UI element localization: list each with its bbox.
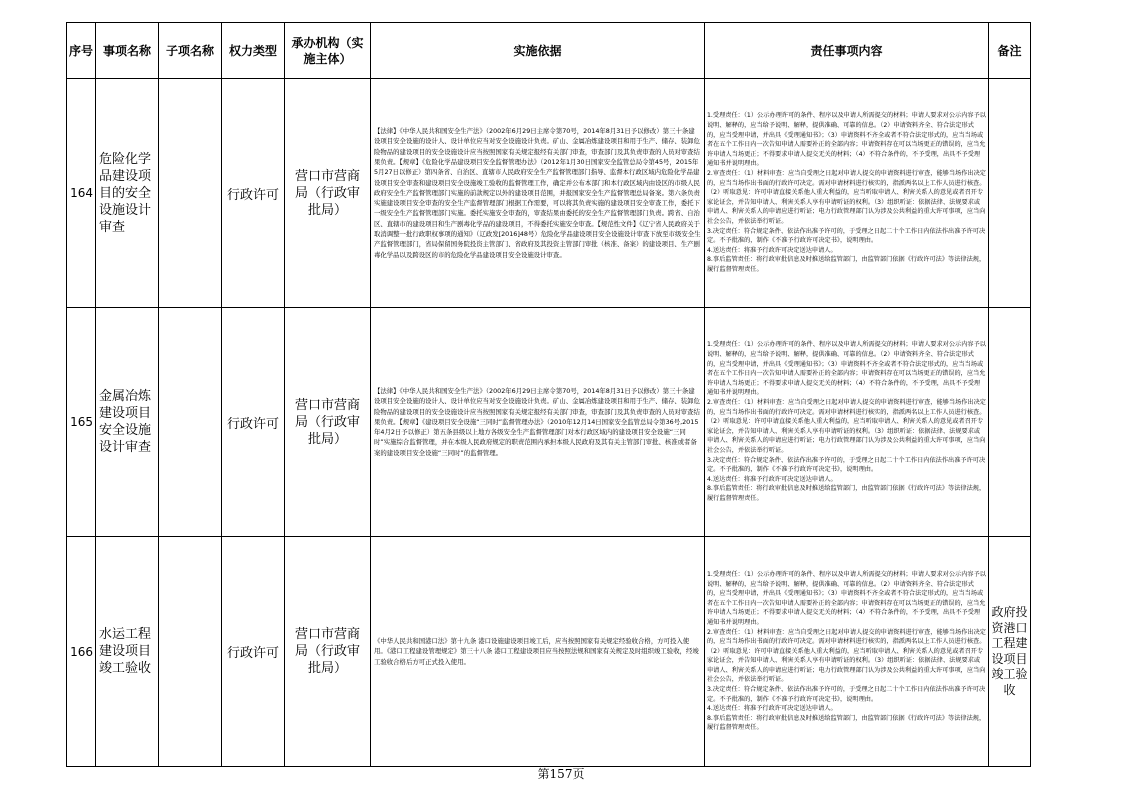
row-name: 水运工程建设项目竣工验收	[96, 537, 159, 767]
row-basis: 《中华人民共和国港口法》第十九条 港口设施建设项目竣工后，应当按照国家有关规定经验收合格，方可投入使用。《港口工程建设管理规定》第三十八条 港口工程建设项目应当按照法规和国家有关规定及时组织竣工验收，经竣工验收合格后方可正式投入使用。	[371, 537, 705, 767]
row-sub	[159, 537, 222, 767]
row-resp	[705, 79, 989, 308]
row-org: 营口市营商局（行政审批局）	[285, 308, 371, 537]
row-type: 行政许可	[222, 79, 285, 308]
resp-supervise: 8.事后监管责任：将行政审批信息及时推送给监管部门，由监管部门依据《行政许可法》等法律法规，履行监督管理责任。	[707, 485, 986, 502]
row-type: 行政许可	[222, 537, 285, 767]
row-sub	[159, 79, 222, 308]
row-note	[989, 79, 1031, 308]
table-row	[67, 537, 1031, 767]
header-type: 权力类型	[222, 23, 285, 79]
resp-supervise: 8.事后监管责任：将行政审批信息及时推送给监管部门，由监管部门依据《行政许可法》等法律法规，履行监督管理责任。	[707, 256, 986, 273]
responsibility-table	[66, 22, 1031, 767]
table-row	[67, 79, 1031, 308]
row-org: 营口市营商局（行政审批局）	[285, 79, 371, 308]
row-resp	[705, 537, 989, 767]
resp-decide: 3.决定责任：符合规定条件、依法作出准予许可的，于受理之日起二十个工作日内依法作出准予许可决定。不予批准的，制作《不准予行政许可决定书》，说明理由。	[707, 227, 986, 245]
row-no: 164	[67, 79, 96, 308]
row-type: 行政许可	[222, 308, 285, 537]
row-name: 危险化学品建设项目的安全设施设计审查	[96, 79, 159, 308]
header-resp: 责任事项内容	[705, 23, 989, 79]
table-row	[67, 308, 1031, 537]
header-basis: 实施依据	[371, 23, 705, 79]
resp-decide: 3.决定责任：符合规定条件、依法作出准予许可的，于受理之日起二十个工作日内依法作出准予许可决定。不予批准的，制作《不准予行政许可决定书》，说明理由。	[707, 686, 986, 703]
resp-deliver: 4.送达责任：将准予行政许可决定送达申请人。	[707, 705, 837, 713]
row-resp	[705, 308, 989, 537]
row-name: 金属冶炼建设项目安全设施设计审查	[96, 308, 159, 537]
resp-deliver: 4.送达责任：将准予行政许可决定送达申请人。	[707, 246, 837, 254]
row-no: 166	[67, 537, 96, 767]
resp-accept: 1.受理责任：（1）公示办理许可的条件、程序以及申请人所需提交的材料；申请人要求对公示内容予以说明、解释的，应当给予说明、解释，提供准确、可靠的信息。（2）申请资料齐全、符合法定形式的，应当受理申请，并出具《受理通知书》；（3）申请资料不齐全或者不符合法定形式的，应当当场或者在五个工作日内一次告知申请人需要补正的全部内容；申请资料存在可以当场更正的错误的，应当允许申请人当场更正；不得要求申请人提交无关的材料；（4）不符合条件的，不予受理，出具不予受理通知书并说明理由。	[707, 341, 986, 397]
resp-review: 2.审查责任：（1）材料审查：应当自受理之日起对申请人提交的申请资料进行审查，能够当场作出决定的，应当当场作出书面的行政许可决定。需对申请材料进行核实的，指派两名以上工作人员进行核查。（2）听取意见：许可申请直接关系他人重大利益的，应当听取申请人、利害关系人的意见或者召开专家论证会，并告知申请人、利害关系人享有申请听证的权利。（3）组织听证：依据法律、法规要求或申请人、利害关系人的申请应进行听证；电力行政管理部门认为涉及公共利益的重大许可事项，应当向社会公告，并依法举行听证。	[707, 399, 986, 454]
resp-supervise: 8.事后监管责任：将行政审批信息及时推送给监管部门，由监管部门依据《行政许可法》等法律法规，履行监督管理责任。	[707, 714, 986, 732]
resp-review: 2.审查责任：（1）材料审查：应当自受理之日起对申请人提交的申请资料进行审查，能够当场作出决定的，应当当场作出书面的行政许可决定。需对申请材料进行核实的，指派两名以上工作人员进行核查。（2）听取意见：许可申请直接关系他人重大利益的，应当听取申请人、利害关系人的意见或者召开专家论证会，并告知申请人、利害关系人享有申请听证的权利。（3）组织听证：依据法律、法规要求或申请人、利害关系人的申请应进行听证；电力行政管理部门认为涉及公共利益的重大许可事项，应当向社会公告，并依法举行听证。	[707, 170, 986, 225]
page-number: 第157页	[537, 767, 585, 781]
resp-accept: 1.受理责任：（1）公示办理许可的条件、程序以及申请人所需提交的材料；申请人要求对公示内容予以说明、解释的，应当给予说明、解释，提供准确、可靠的信息。（2）申请资料齐全、符合法定形式的，应当受理申请，并出具《受理通知书》；（3）申请资料不齐全或者不符合法定形式的，应当当场或者在五个工作日内一次告知申请人需要补正的全部内容；申请资料存在可以当场更正的错误的，应当允许申请人当场更正；不得要求申请人提交无关的材料；（4）不符合条件的，不予受理，出具不予受理通知书并说明理由。	[707, 570, 986, 626]
row-note	[989, 308, 1031, 537]
header-no: 序号	[67, 23, 96, 79]
row-basis: 【法律】《中华人民共和国安全生产法》（2002年6月29日主席令第70号，2014年8月31日予以修改）第三十条建设项目安全设施的设计人、设计单位应当对安全设施设计负责。矿山、金属冶炼建设项目和用于生产、储存、装卸危险物品的建设项目的安全设施设计应当按照国家有关规定报经有关部门审查，审查部门及其负责审查的人员对审查结果负责。【规章】《危险化学品建设项目安全监督管理办法》（2012年1月30日国家安全监管总局令第45号，2015年5月27日以修正）第四条省、自治区、直辖市人民政府安全生产监督管理部门指导、监督本行政区域内危险化学品建设项目安全审查和建设项目安全设施竣工验收的监督管理工作，确定并公布本部门和本行政区域内由设区的市级人民政府安全生产监督管理部门实施的前款规定以外的建设项目范围，并报国家安全生产监督管理总局备案。第六条负责实施建设项目安全审查的安全生产监督管理部门根据工作需要，可以将其负责实施的建设项目安全审查工作，委托下一级安全生产监督管理部门实施。委托实施安全审查的，审查结果由委托的安全生产监督管理部门负责。跨省、自治区、直辖市的建设项目和生产剧毒化学品的建设项目，不得委托实施安全审查。【规范性文件】《辽宁省人民政府关于取消调整一批行政职权事项的通知》（辽政发[2016]48号）危险化学品建设项目安全设施设计审查下放至市级安全生产监督管理部门，省局保留国务院投资主管部门、省政府及其投资主管部门审批（核准、备案）的建设项目、生产剧毒化学品以及跨设区的市的危险化学品建设项目安全设施设计审查。	[371, 79, 705, 308]
header-note: 备注	[989, 23, 1031, 79]
header-org: 承办机构（实施主体）	[285, 23, 371, 79]
row-no: 165	[67, 308, 96, 537]
row-note: 政府投资港口工程建设项目竣工验收	[989, 537, 1031, 767]
row-sub	[159, 308, 222, 537]
row-org: 营口市营商局（行政审批局）	[285, 537, 371, 767]
header-name: 事项名称	[96, 23, 159, 79]
row-basis: 【法律】《中华人民共和国安全生产法》（2002年6月29日主席令第70号，2014年8月31日予以修改）第三十条建设项目安全设施的设计人、设计单位应当对安全设施设计负责。矿山、金属冶炼建设项目和用于生产、储存、装卸危险物品的建设项目的安全设施设计应当按照国家有关规定报经有关部门审查，审查部门及其负责审查的人员对审查结果负责。【规章】《建设项目安全设施“三同时”监督管理办法》（2010年12月14日国家安全监管总局令第36号,2015年4月2日予以修正）第五条县级以上地方各级安全生产监督管理部门对本行政区域内的建设项目安全设施“三同时”实施综合监督管理，并在本级人民政府规定的职责范围内承担本级人民政府及其有关主管部门审批、核准或者备案的建设项目安全设施“三同时”的监督管理。	[371, 308, 705, 537]
resp-decide: 3.决定责任：符合规定条件、依法作出准予许可的，于受理之日起二十个工作日内依法作出准予许可决定。不予批准的，制作《不准予行政许可决定书》，说明理由。	[707, 456, 986, 474]
header-row	[67, 23, 1031, 79]
header-sub: 子项名称	[159, 23, 222, 79]
resp-accept: 1.受理责任：（1）公示办理许可的条件、程序以及申请人所需提交的材料；申请人要求对公示内容予以说明、解释的，应当给予说明、解释，提供准确、可靠的信息。（2）申请资料齐全、符合法定形式的，应当受理申请，并出具《受理通知书》；（3）申请资料不齐全或者不符合法定形式的，应当当场或者在五个工作日内一次告知申请人需要补正的全部内容；申请资料存在可以当场更正的错误的，应当允许申请人当场更正；不得要求申请人提交无关的材料；（4）不符合条件的，不予受理，出具不予受理通知书并说明理由。	[707, 112, 986, 168]
resp-deliver: 4.送达责任：将准予行政许可决定送达申请人。	[707, 475, 837, 483]
resp-review: 2.审查责任：（1）材料审查：应当自受理之日起对申请人提交的申请资料进行审查，能够当场作出决定的，应当当场作出书面的行政许可决定。需对申请材料进行核实的，指派两名以上工作人员进行核查。（2）听取意见：许可申请直接关系他人重大利益的，应当听取申请人、利害关系人的意见或者召开专家论证会，并告知申请人、利害关系人享有申请听证的权利。（3）组织听证：依据法律、法规要求或申请人、利害关系人的申请应进行听证；电力行政管理部门认为涉及公共利益的重大许可事项，应当向社会公告，并依法举行听证。	[707, 628, 986, 684]
